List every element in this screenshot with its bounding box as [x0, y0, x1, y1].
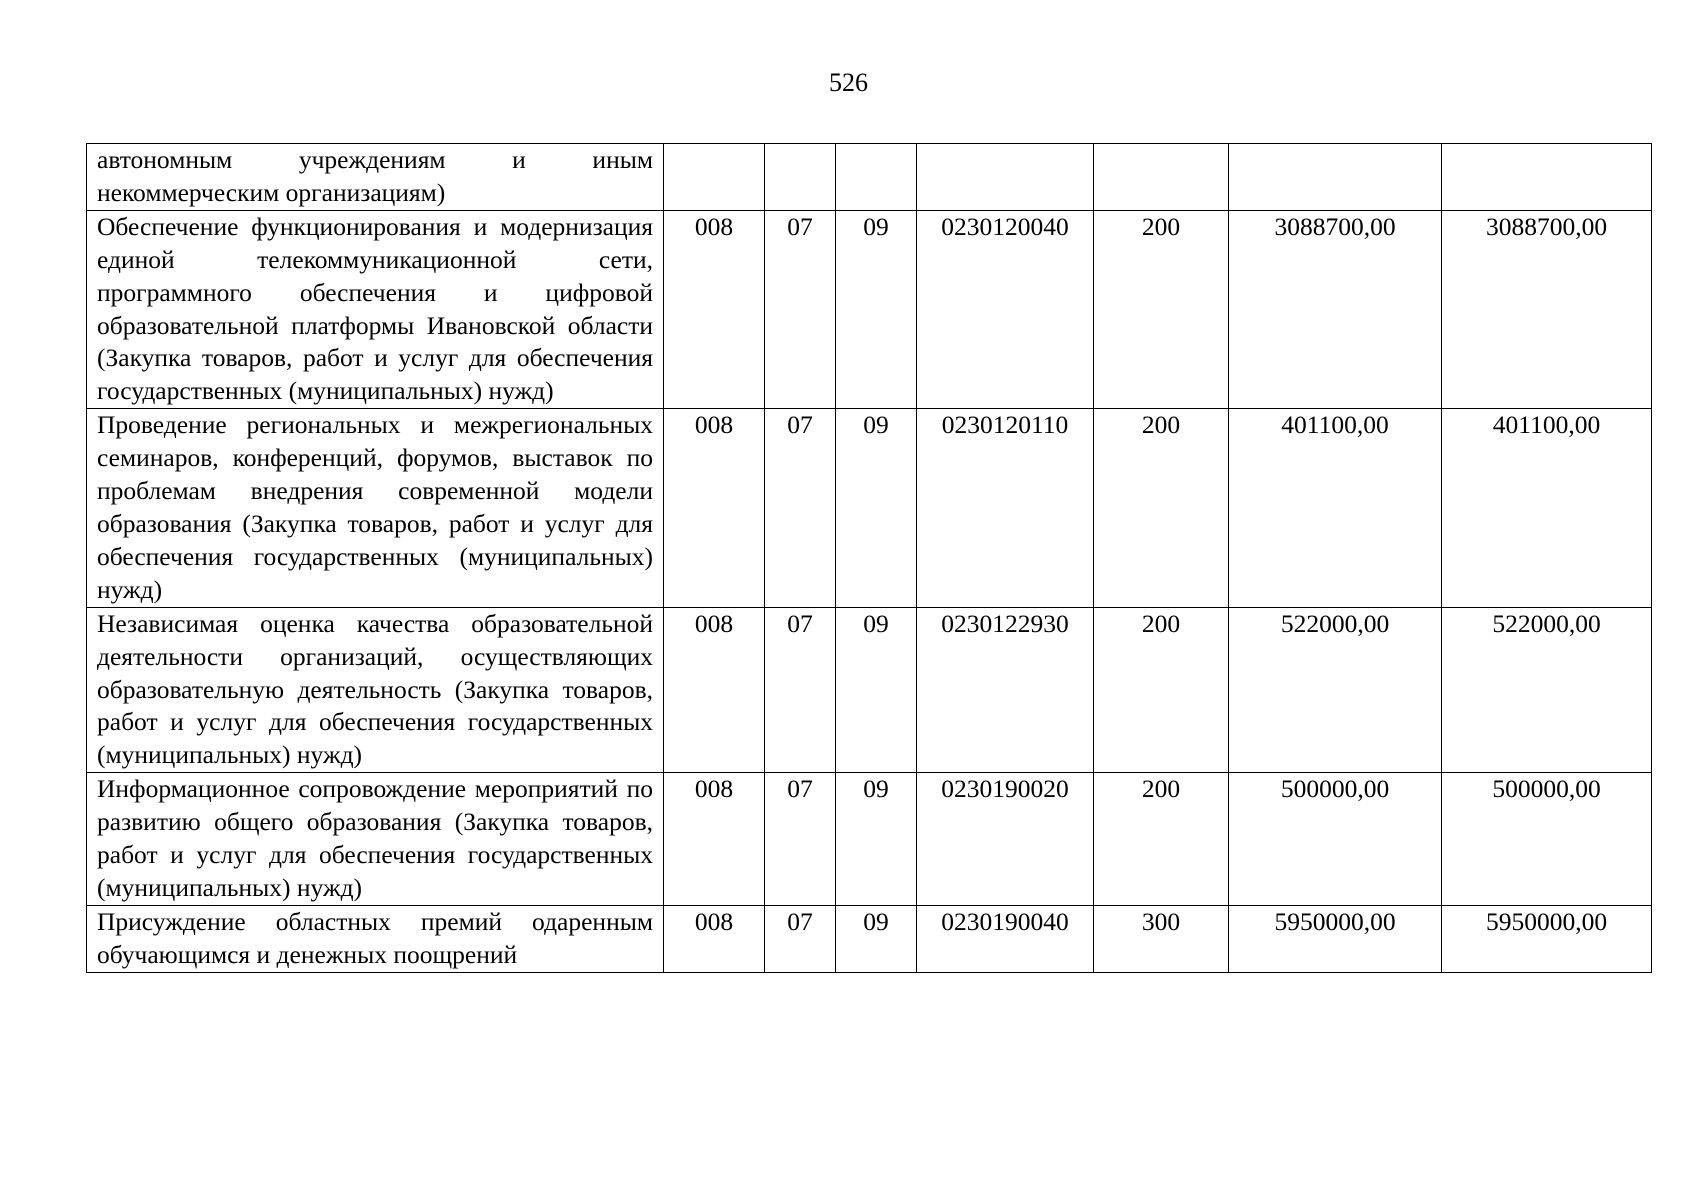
subsection-code	[836, 144, 917, 211]
target-article-code: 0230120040	[917, 210, 1094, 408]
table-row	[87, 607, 1652, 773]
table-row	[87, 409, 1652, 607]
expense-type-code: 300	[1094, 905, 1229, 972]
subsection-code: 09	[836, 773, 917, 906]
expense-type-code: 200	[1094, 607, 1229, 773]
amount-2	[1442, 144, 1652, 211]
ministry-code: 008	[664, 607, 765, 773]
subsection-code: 09	[836, 607, 917, 773]
row-description: Информационное сопровождение мероприятий по развитию общего образования (Закупка товаров, работ и услуг для обеспечения государственных (муниципальных) нужд)	[87, 773, 664, 906]
amount-2: 522000,00	[1442, 607, 1652, 773]
amount-1: 522000,00	[1229, 607, 1442, 773]
table-row	[87, 773, 1652, 906]
amount-1: 500000,00	[1229, 773, 1442, 906]
expense-type-code: 200	[1094, 409, 1229, 607]
row-description: Обеспечение функционирования и модернизация единой телекоммуникационной сети, программного обеспечения и цифровой образовательной платформы Ивановской области (Закупка товаров, работ и услуг для обеспечения государственных (муниципальных) нужд)	[87, 210, 664, 408]
expense-type-code: 200	[1094, 210, 1229, 408]
target-article-code: 0230122930	[917, 607, 1094, 773]
expense-type-code	[1094, 144, 1229, 211]
row-description: Присуждение областных премий одаренным обучающимся и денежных поощрений	[87, 905, 664, 972]
row-description: автономным учреждениям и иным некоммерческим организациям)	[87, 144, 664, 211]
target-article-code	[917, 144, 1094, 211]
section-code: 07	[765, 607, 836, 773]
table-row	[87, 905, 1652, 972]
ministry-code: 008	[664, 905, 765, 972]
section-code: 07	[765, 905, 836, 972]
amount-1: 5950000,00	[1229, 905, 1442, 972]
table-row	[87, 144, 1652, 211]
table-row	[87, 210, 1652, 408]
amount-2: 5950000,00	[1442, 905, 1652, 972]
subsection-code: 09	[836, 409, 917, 607]
amount-1: 401100,00	[1229, 409, 1442, 607]
budget-table	[86, 143, 1652, 973]
ministry-code: 008	[664, 409, 765, 607]
row-description: Проведение региональных и межрегиональных семинаров, конференций, форумов, выставок по проблемам внедрения современной модели образования (Закупка товаров, работ и услуг для обеспечения государственных (муниципальных) нужд)	[87, 409, 664, 607]
ministry-code	[664, 144, 765, 211]
target-article-code: 0230190020	[917, 773, 1094, 906]
amount-2: 3088700,00	[1442, 210, 1652, 408]
target-article-code: 0230120110	[917, 409, 1094, 607]
amount-1: 3088700,00	[1229, 210, 1442, 408]
section-code: 07	[765, 773, 836, 906]
subsection-code: 09	[836, 905, 917, 972]
section-code	[765, 144, 836, 211]
expense-type-code: 200	[1094, 773, 1229, 906]
ministry-code: 008	[664, 210, 765, 408]
ministry-code: 008	[664, 773, 765, 906]
subsection-code: 09	[836, 210, 917, 408]
section-code: 07	[765, 210, 836, 408]
section-code: 07	[765, 409, 836, 607]
amount-2: 500000,00	[1442, 773, 1652, 906]
page-number: 526	[829, 68, 868, 97]
target-article-code: 0230190040	[917, 905, 1094, 972]
amount-1	[1229, 144, 1442, 211]
amount-2: 401100,00	[1442, 409, 1652, 607]
row-description: Независимая оценка качества образовательной деятельности организаций, осуществляющих образовательную деятельность (Закупка товаров, работ и услуг для обеспечения государственных (муниципальных) нужд)	[87, 607, 664, 773]
